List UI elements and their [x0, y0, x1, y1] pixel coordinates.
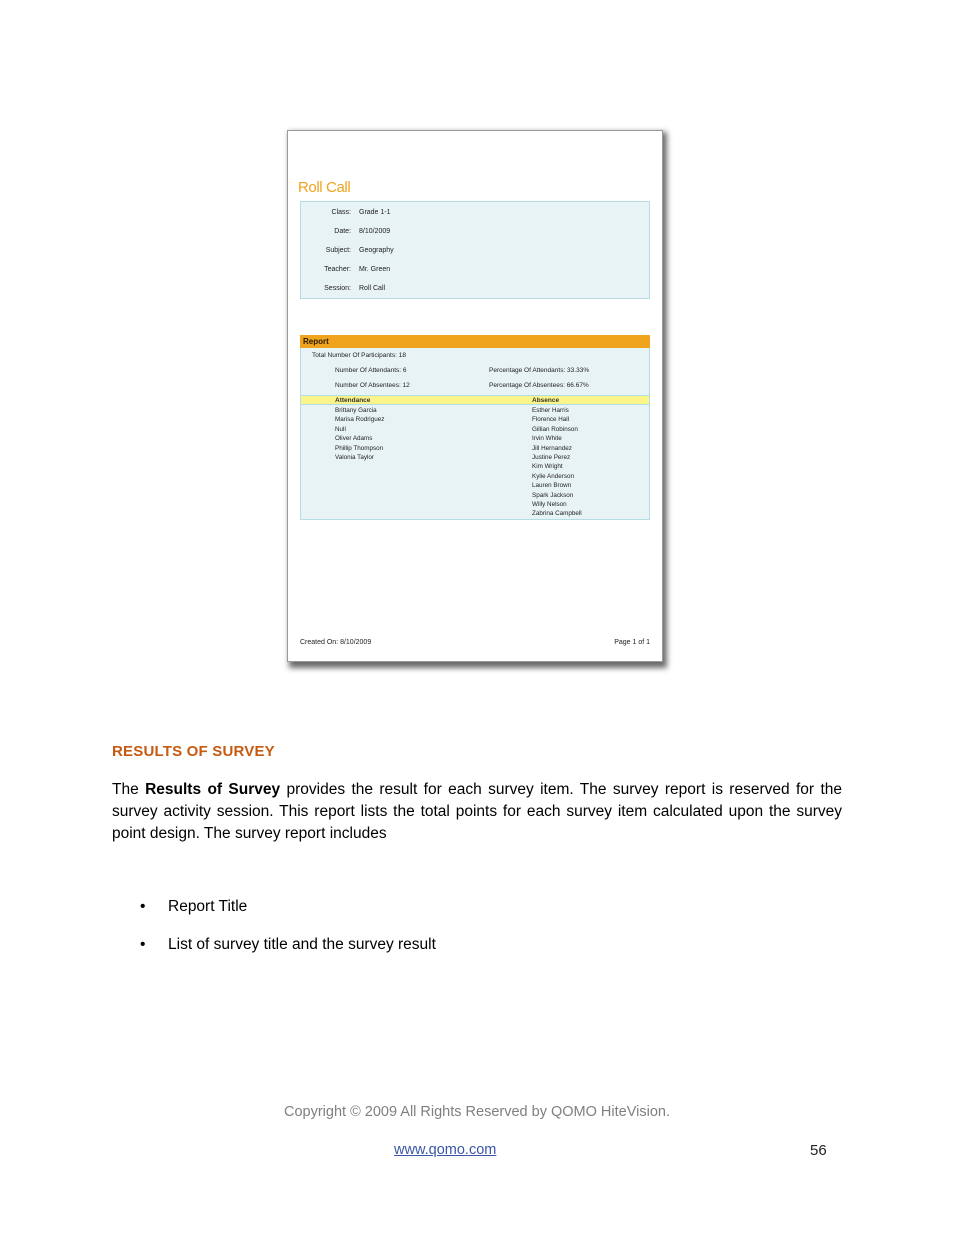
absentees-count: Number Of Absentees: 12 — [335, 382, 410, 389]
info-value: Grade 1-1 — [359, 209, 391, 216]
paragraph-rest: provides the result for each survey item. The survey report is reserved for the survey activity session. This report lists the total points for each survey item calculated upon the survey point design. The survey report includes — [112, 781, 842, 842]
bullet-icon: • — [140, 898, 146, 915]
info-label: Subject: — [325, 247, 351, 254]
info-row-date — [301, 227, 651, 237]
report-created-date: Created On: 8/10/2009 — [300, 639, 372, 646]
report-title: Roll Call — [298, 179, 351, 196]
list-item: Phillip Thompson — [335, 444, 384, 452]
absentees-percentage: Percentage Of Absentees: 66.67% — [489, 382, 589, 389]
report-stats-box — [300, 348, 650, 520]
list-item: Kylie Anderson — [532, 472, 575, 480]
list-item: Brittany Garcia — [335, 407, 377, 414]
list-item: Gillian Robinson — [532, 425, 578, 433]
info-value: Roll Call — [359, 285, 386, 292]
roll-call-report-image — [287, 130, 663, 662]
info-label: Session: — [324, 285, 351, 292]
attendance-header-row — [301, 395, 649, 405]
info-value: Geography — [359, 247, 394, 254]
list-item: Willy Nelson — [532, 501, 567, 509]
bullet-icon: • — [140, 936, 146, 953]
bullet-text: Report Title — [168, 898, 248, 915]
page-number: 56 — [810, 1142, 827, 1159]
list-item: Spark Jackson — [532, 491, 574, 499]
section-heading: RESULTS OF SURVEY — [112, 743, 275, 760]
list-item: Esther Harris — [532, 407, 569, 414]
list-item: Kim Wright — [532, 463, 563, 471]
list-item: Valonia Taylor — [335, 454, 374, 462]
website-link[interactable]: www.qomo.com — [394, 1142, 497, 1158]
attendance-list — [335, 406, 384, 462]
copyright-footer: Copyright © 2009 All Rights Reserved by QOMO HiteVision. — [284, 1104, 670, 1120]
total-participants: Total Number Of Participants: 18 — [312, 352, 406, 359]
report-section-band: Report — [300, 335, 650, 348]
info-row-teacher — [301, 265, 651, 275]
report-page-indicator: Page 1 of 1 — [614, 639, 650, 646]
report-info-box — [300, 201, 650, 299]
list-item: Irvin White — [532, 435, 562, 443]
list-item: Jill Hernandez — [532, 444, 572, 452]
attendants-percentage: Percentage Of Attendants: 33.33% — [489, 367, 590, 374]
absence-list — [532, 406, 582, 519]
info-value: Mr. Green — [359, 266, 391, 273]
list-item: Zabrina Campbell — [532, 510, 582, 518]
list-item: Justine Perez — [532, 454, 571, 462]
list-item: Florence Hall — [532, 416, 570, 424]
paragraph-bold-term: Results of Survey — [145, 781, 281, 798]
info-row-class — [301, 208, 651, 218]
info-row-session — [301, 284, 651, 294]
info-value: 8/10/2009 — [359, 228, 391, 235]
list-item: Marisa Rodriguez — [335, 416, 385, 424]
body-paragraph — [112, 779, 842, 845]
paragraph-prefix: The — [112, 781, 146, 798]
list-item: Oliver Adams — [335, 435, 373, 443]
absence-header: Absence — [532, 397, 560, 404]
list-item: Lauren Brown — [532, 482, 572, 490]
info-row-subject — [301, 246, 651, 256]
info-label: Class: — [331, 209, 351, 216]
attendants-count: Number Of Attendants: 6 — [335, 367, 407, 374]
list-item: Null — [335, 425, 346, 433]
info-label: Date: — [334, 228, 351, 235]
info-label: Teacher: — [324, 266, 351, 273]
bullet-text: List of survey title and the survey result — [168, 936, 436, 953]
attendance-header: Attendance — [335, 397, 371, 404]
